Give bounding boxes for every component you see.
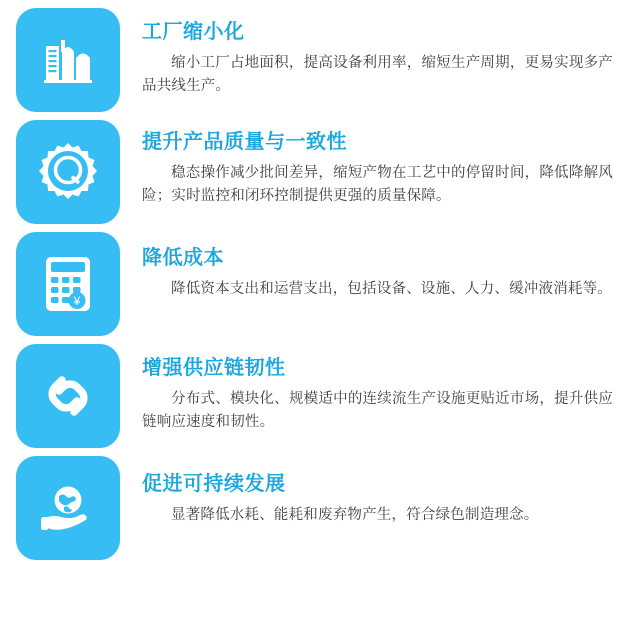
quality-gear-icon — [37, 141, 99, 203]
item-description: 分布式、模块化、规模适中的连续流生产设施更贴近市场，提升供应链响应速度和韧性。 — [142, 391, 613, 431]
list-item — [0, 344, 627, 448]
item-text — [120, 344, 613, 435]
item-description: 缩小工厂占地面积，提高设备利用率，缩短生产周期，更易实现多产品共线生产。 — [142, 55, 613, 95]
list-item — [0, 456, 627, 560]
item-title: 促进可持续发展 — [142, 473, 286, 495]
calculator-icon — [41, 254, 95, 314]
factory-icon — [38, 30, 98, 90]
hand-globe-icon — [37, 479, 99, 537]
icon-tile — [16, 8, 120, 112]
item-title: 工厂缩小化 — [142, 21, 245, 43]
item-title: 降低成本 — [142, 247, 224, 269]
item-description: 降低资本支出和运营支出，包括设备、设施、人力、缓冲液消耗等。 — [171, 281, 612, 297]
svg-text:¥: ¥ — [73, 294, 81, 308]
item-text — [120, 120, 613, 209]
item-title: 提升产品质量与一致性 — [142, 131, 347, 153]
item-text — [120, 456, 613, 527]
icon-tile — [16, 120, 120, 224]
item-description: 显著降低水耗、能耗和废弃物产生，符合绿色制造理念。 — [171, 507, 539, 523]
item-description: 稳态操作减少批间差异，缩短产物在工艺中的停留时间，降低降解风险；实时监控和闭环控制提供更强的质量保障。 — [142, 165, 613, 205]
list-item — [0, 120, 627, 224]
icon-tile — [16, 456, 120, 560]
icon-tile — [16, 232, 120, 336]
icon-tile — [16, 344, 120, 448]
item-text — [120, 232, 613, 301]
item-title: 增强供应链韧性 — [142, 357, 286, 379]
list-item — [0, 8, 627, 112]
item-text — [120, 8, 613, 99]
list-item — [0, 232, 627, 336]
chain-link-icon — [39, 367, 97, 425]
